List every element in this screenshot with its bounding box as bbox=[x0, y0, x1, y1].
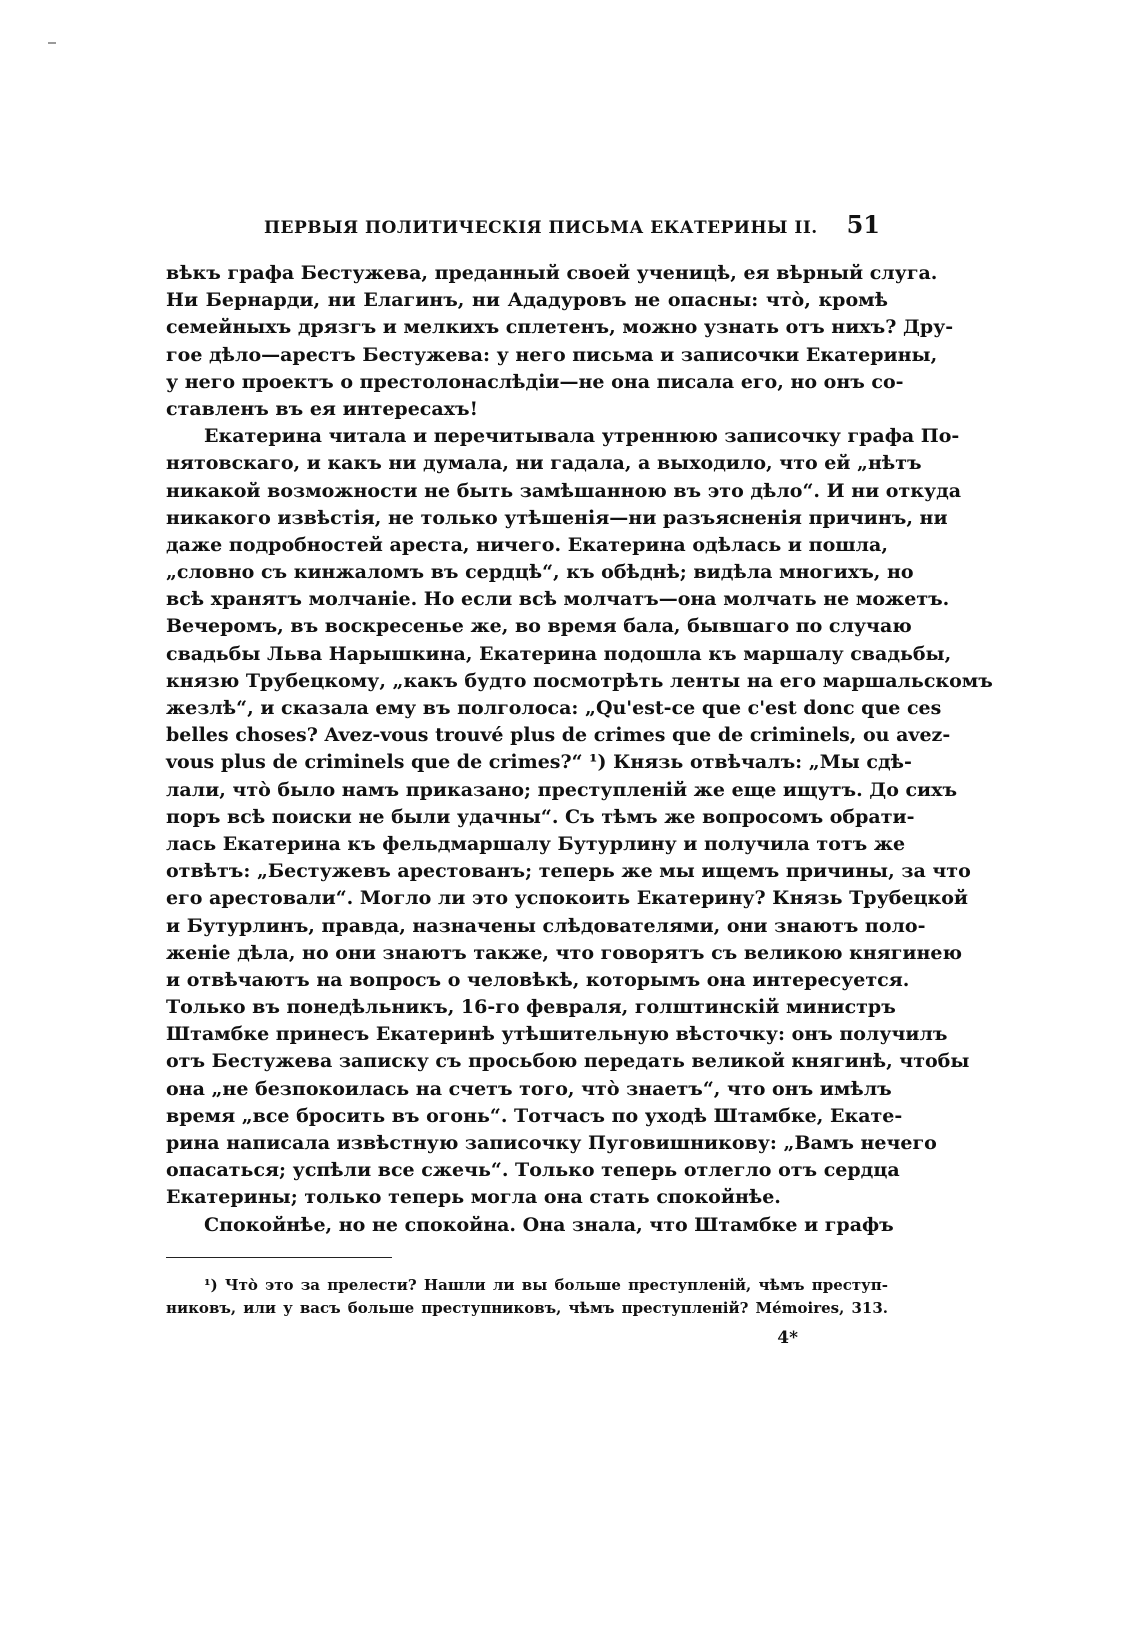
text-line: всѣ хранятъ молчаніе. Но если всѣ молчатъ—она молчать не можетъ. bbox=[166, 588, 950, 611]
footnote-line: ¹) Что̀ это за прелести? Нашли ли вы больше преступленій, чѣмъ преступ- bbox=[204, 1275, 888, 1294]
text-line: семейныхъ дрязгъ и мелкихъ сплетенъ, можно узнать отъ нихъ? Дру- bbox=[166, 316, 954, 339]
text-line: она „не безпокоилась на счетъ того, что̀ знаетъ“, что онъ имѣлъ bbox=[166, 1077, 892, 1100]
text-line: у него проектъ о престолонаслѣдіи—не она писала его, но онъ со- bbox=[166, 370, 904, 393]
text-line: Екатерины; только теперь могла она стать спокойнѣе. bbox=[166, 1186, 781, 1209]
text-line: лась Екатерина къ фельдмаршалу Бутурлину и получила тотъ же bbox=[166, 832, 906, 855]
text-line: его арестовали“. Могло ли это успокоить Екатерину? Князь Трубецкой bbox=[166, 887, 969, 910]
text-line: женіе дѣла, но они знаютъ также, что говорятъ съ великою княгинею bbox=[166, 941, 962, 964]
text-line: гое дѣло—арестъ Бестужева: у него письма и записочки Екатерины, bbox=[166, 343, 938, 366]
text-line: „словно съ кинжаломъ въ сердцѣ“, къ обѣднѣ; видѣла многихъ, но bbox=[166, 561, 914, 584]
text-line: никакого извѣстія, не только утѣшенія—ни разъясненія причинъ, ни bbox=[166, 506, 948, 529]
text-line: и отвѣчаютъ на вопросъ о человѣкѣ, которымъ она интересуется. bbox=[166, 968, 910, 991]
text-line: Вечеромъ, въ воскресенье же, во время бала, бывшаго по случаю bbox=[166, 615, 912, 638]
text-line: вѣкъ графа Бестужева, преданный своей ученицѣ, ея вѣрный слуга. bbox=[166, 262, 938, 284]
text-line: Штамбке принесъ Екатеринѣ утѣшительную вѣсточку: онъ получилъ bbox=[166, 1023, 948, 1046]
text-line: поръ всѣ поиски не были удачны“. Съ тѣмъ же вопросомъ обрати- bbox=[166, 805, 915, 828]
margin-mark bbox=[48, 42, 56, 44]
text-line: отвѣтъ: „Бестужевъ арестованъ; теперь же мы ищемъ причины, за что bbox=[166, 860, 971, 883]
text-line: опасаться; успѣли все сжечь“. Только теперь отлегло отъ сердца bbox=[166, 1159, 900, 1182]
text-line: ставленъ въ ея интересахъ! bbox=[166, 397, 478, 420]
text-line: Екатерина читала и перечитывала утреннюю записочку графа По- bbox=[204, 425, 960, 448]
footnotes bbox=[166, 1274, 888, 1320]
text-line: лали, что̀ было намъ приказано; преступленій же еще ищутъ. До сихъ bbox=[166, 778, 958, 801]
text-line: отъ Бестужева записку съ просьбою передать великой княгинѣ, чтобы bbox=[166, 1050, 970, 1073]
text-line: Ни Бернарди, ни Елагинъ, ни Ададуровъ не опасны: что̀, кромѣ bbox=[166, 289, 888, 312]
text-line: и Бутурлинъ, правда, назначены слѣдователями, они знаютъ поло- bbox=[166, 914, 926, 937]
running-head bbox=[166, 208, 888, 248]
text-line: нятовскаго, и какъ ни думала, ни гадала, а выходило, что ей „нѣтъ bbox=[166, 452, 922, 475]
book-page bbox=[166, 208, 993, 1348]
text-line: никакой возможности не быть замѣшанною въ это дѣло“. И ни откуда bbox=[166, 479, 962, 502]
text-line: время „все бросить въ огонь“. Тотчасъ по уходѣ Штамбке, Екате- bbox=[166, 1104, 903, 1127]
running-title: ПЕРВЫЯ ПОЛИТИЧЕСКІЯ ПИСЬМА ЕКАТЕРИНЫ II. bbox=[264, 218, 818, 238]
text-line: Спокойнѣе, но не спокойна. Она знала, что Штамбке и графъ bbox=[204, 1213, 894, 1236]
page-number: 51 bbox=[846, 210, 880, 239]
body-text bbox=[166, 260, 993, 1239]
text-line: belles choses? Avez-vous trouvé plus de crimes que de criminels, ou avez- bbox=[166, 724, 951, 747]
text-line: vous plus de criminels que de crimes?“ ¹) Князь отвѣчалъ: „Мы сдѣ- bbox=[166, 751, 912, 774]
text-line: свадьбы Льва Нарышкина, Екатерина подошла къ маршалу свадьбы, bbox=[166, 642, 952, 665]
text-line: Только въ понедѣльникъ, 16-го февраля, голштинскій министръ bbox=[166, 996, 896, 1019]
printer-signature-mark: 4* bbox=[777, 1327, 798, 1348]
text-line: даже подробностей ареста, ничего. Екатерина одѣлась и пошла, bbox=[166, 533, 888, 556]
text-line: жезлѣ“, и сказала ему въ полголоса: „Qu'est-ce que c'est donc que ces bbox=[166, 697, 942, 719]
footnote-line: никовъ, или у васъ больше преступниковъ, чѣмъ преступленій? Mémoires, 313. bbox=[166, 1298, 888, 1317]
footnote-divider bbox=[166, 1257, 392, 1258]
text-line: рина написала извѣстную записочку Пуговишникову: „Вамъ нечего bbox=[166, 1132, 937, 1154]
text-line: князю Трубецкому, „какъ будто посмотрѣть ленты на его маршальскомъ bbox=[166, 669, 993, 692]
